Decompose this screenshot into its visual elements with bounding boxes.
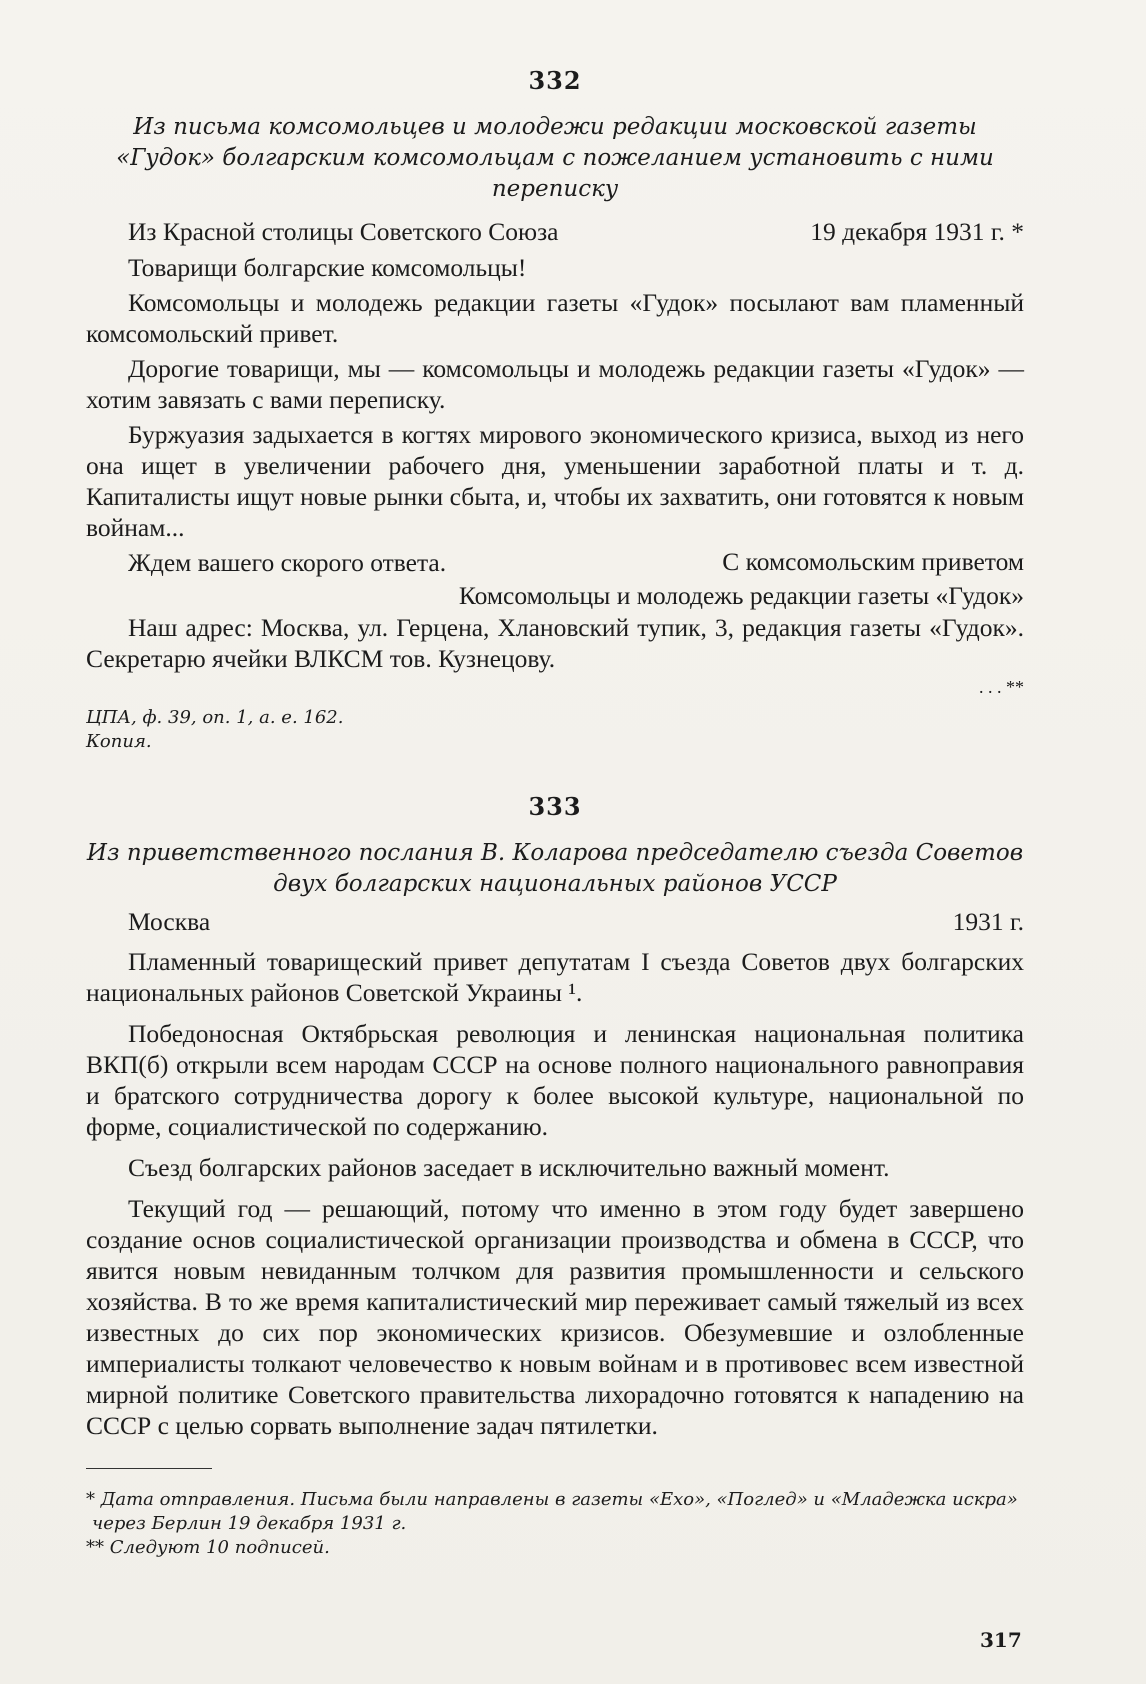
paragraph: Пламенный товарищеский привет депутатам I съезда Советов двух болгарских национальных районов Советской Украины ¹.: [86, 947, 1024, 1007]
closing-332: С комсомольским приветом: [722, 547, 1024, 576]
footnote-single-asterisk: * Дата отправления. Письма были направлены в газеты «Ехо», «Поглед» и «Младежка искра» через Берлин 19 декабря 1931 г.: [86, 1489, 1018, 1534]
document-heading-332: Из письма комсомольцев и молодежи редакции московской газеты «Гудок» болгарским комсомольцам с пожеланием установить с ними переписку: [116, 114, 994, 202]
letter-body-332: [86, 252, 1024, 582]
document-number-333: 333: [528, 792, 582, 821]
paragraph: Дорогие товарищи, мы — комсомольцы и молодежь редакции газеты «Гудок» — хотим завязать с вами переписку.: [86, 354, 1024, 414]
paragraph: Победоносная Октябрьская революция и ленинская национальная политика ВКП(б) открыли всем народам СССР на основе полного национального равноправия и братского сотрудничества дорогу к более высокой культуре, национальной по форме, социалистической по содержанию.: [86, 1019, 1024, 1141]
date-332: 19 декабря 1931 г. *: [810, 217, 1024, 246]
copy-note-332: Копия.: [86, 731, 152, 752]
address-332: Наш адрес: Москва, ул. Герцена, Хлановский тупик, 3, редакция газеты «Гудок». Секретарю ячейки ВЛКСМ тов. Кузнецову.: [86, 613, 1024, 673]
paragraph: Съезд болгарских районов заседает в исключительно важный момент.: [128, 1153, 890, 1182]
page-number: 317: [980, 1628, 1022, 1652]
footnote-divider: [86, 1468, 212, 1469]
footnote-double-asterisk: ** Следуют 10 подписей.: [86, 1537, 330, 1558]
address-block-332: [86, 612, 1024, 674]
date-333: 1931 г.: [952, 907, 1024, 936]
place-date-line-332: [86, 216, 1024, 247]
signature-332: Комсомольцы и молодежь редакции газеты «Гудок»: [458, 581, 1024, 610]
paragraph: Буржуазия задыхается в когтях мирового экономического кризиса, выход из него она ищет в увеличении рабочего дня, уменьшении заработной платы и т. д. Капиталисты ищут новые рынки сбыта, и, чтобы их захватить, они готовятся к новым войнам...: [86, 420, 1024, 542]
place-332: Из Красной столицы Советского Союза: [128, 217, 559, 246]
letter-body-333: [86, 946, 1024, 1441]
paragraph: Текущий год — решающий, потому что именно в этом году будет завершено создание основ социалистической организации производства и обмена в СССР, что явится новым невиданным толчком для развития промышленности и сельского хозяйства. В то же время капиталистический мир переживает самый тяжелый из всех известных до сих пор экономических кризисов. Обезумевшие и озлобленные империалисты толкают человечество к новым войнам и в противовес всем известной мирной политике Советского правительства лихорадочно готовятся к нападению на СССР с целью сорвать выполнение задач пятилетки.: [86, 1194, 1024, 1440]
document-heading-333: Из приветственного послания В. Коларова председателю съезда Советов двух болгарских национальных районов УССР: [86, 840, 1024, 897]
paragraph: Комсомольцы и молодежь редакции газеты «Гудок» посылают вам пламенный комсомольский привет.: [86, 288, 1024, 348]
paragraph: Товарищи болгарские комсомольцы!: [128, 253, 527, 282]
footnotes: [86, 1488, 1024, 1560]
place-333: Москва: [128, 907, 211, 936]
document-number-332: 332: [528, 66, 582, 95]
signers-mark-332: . . . **: [979, 677, 1024, 697]
paragraph: Ждем вашего скорого ответа.: [128, 548, 447, 577]
archive-reference-332: ЦПА, ф. 39, оп. 1, а. е. 162.: [86, 707, 344, 728]
place-date-line-333: [86, 906, 1024, 937]
